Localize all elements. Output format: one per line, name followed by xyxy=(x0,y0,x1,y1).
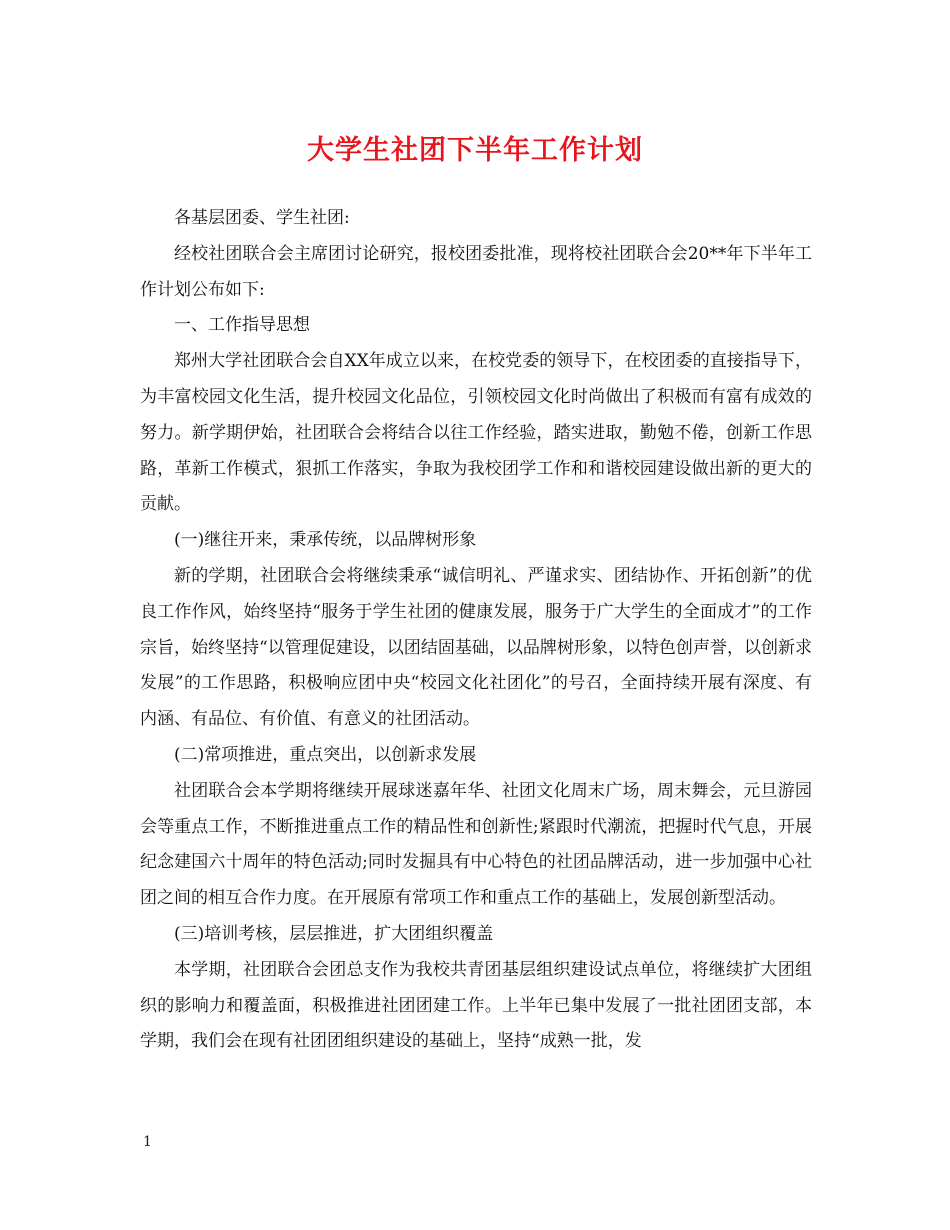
section-heading-guiding-idea: 一、工作指导思想 xyxy=(174,315,310,336)
document-body xyxy=(140,201,812,1060)
salutation-paragraph: 各基层团委、学生社团: xyxy=(174,208,350,228)
document-title: 大学生社团下半年工作计划 xyxy=(307,135,643,166)
subsection-2-paragraph: 社团联合会本学期将继续开展球迷嘉年华、社团文化周末广场，周末舞会，元旦游园会等重点工作，不断推进重点工作的精品性和创新性;紧跟时代潮流，把握时代气息，开展纪念建国六十周年的特色活动;同时发掘具有中心特色的社团品牌活动，进一步加强中心社团之间的相互合作力度。在开展原有常项工作和重点工作的基础上，发展创新型活动。 xyxy=(140,780,812,909)
subsection-1-paragraph: 新的学期，社团联合会将继续秉承“诚信明礼、严谨求实、团结协作、开拓创新”的优良工作作风，始终坚持“服务于学生社团的健康发展，服务于广大学生的全面成才”的工作宗旨，始终坚持“以管理促建设，以团结固基础，以品牌树形象，以特色创声誉，以创新求发展”的工作思路，积极响应团中央“校园文化社团化”的号召，全面持续开展有深度、有内涵、有品位、有价值、有意义的社团活动。 xyxy=(140,565,812,730)
subsection-heading-1: (一)继往开来，秉承传统，以品牌树形象 xyxy=(174,530,477,551)
page-number: 1 xyxy=(143,1134,152,1150)
intro-paragraph: 经校社团联合会主席团讨论研究，报校团委批准，现将校社团联合会20**年下半年工作计划公布如下: xyxy=(140,243,812,300)
subsection-heading-2: (二)常项推进，重点突出，以创新求发展 xyxy=(174,744,477,765)
guiding-idea-paragraph: 郑州大学社团联合会自XX年成立以来，在校党委的领导下，在校团委的直接指导下，为丰富校园文化生活，提升校园文化品位，引领校园文化时尚做出了积极而有富有成效的努力。新学期伊始，社团联合会将结合以往工作经验，踏实进取，勤勉不倦，创新工作思路，革新工作模式，狠抓工作落实，争取为我校团学工作和和谐校园建设做出新的更大的贡献。 xyxy=(140,351,812,515)
subsection-heading-3: (三)培训考核，层层推进，扩大团组织覆盖 xyxy=(174,923,494,944)
subsection-3-paragraph: 本学期，社团联合会团总支作为我校共青团基层组织建设试点单位，将继续扩大团组织的影响力和覆盖面，积极推进社团团建工作。上半年已集中发展了一批社团团支部，本学期，我们会在现有社团团组织建设的基础上，坚持“成熟一批，发 xyxy=(140,959,812,1052)
